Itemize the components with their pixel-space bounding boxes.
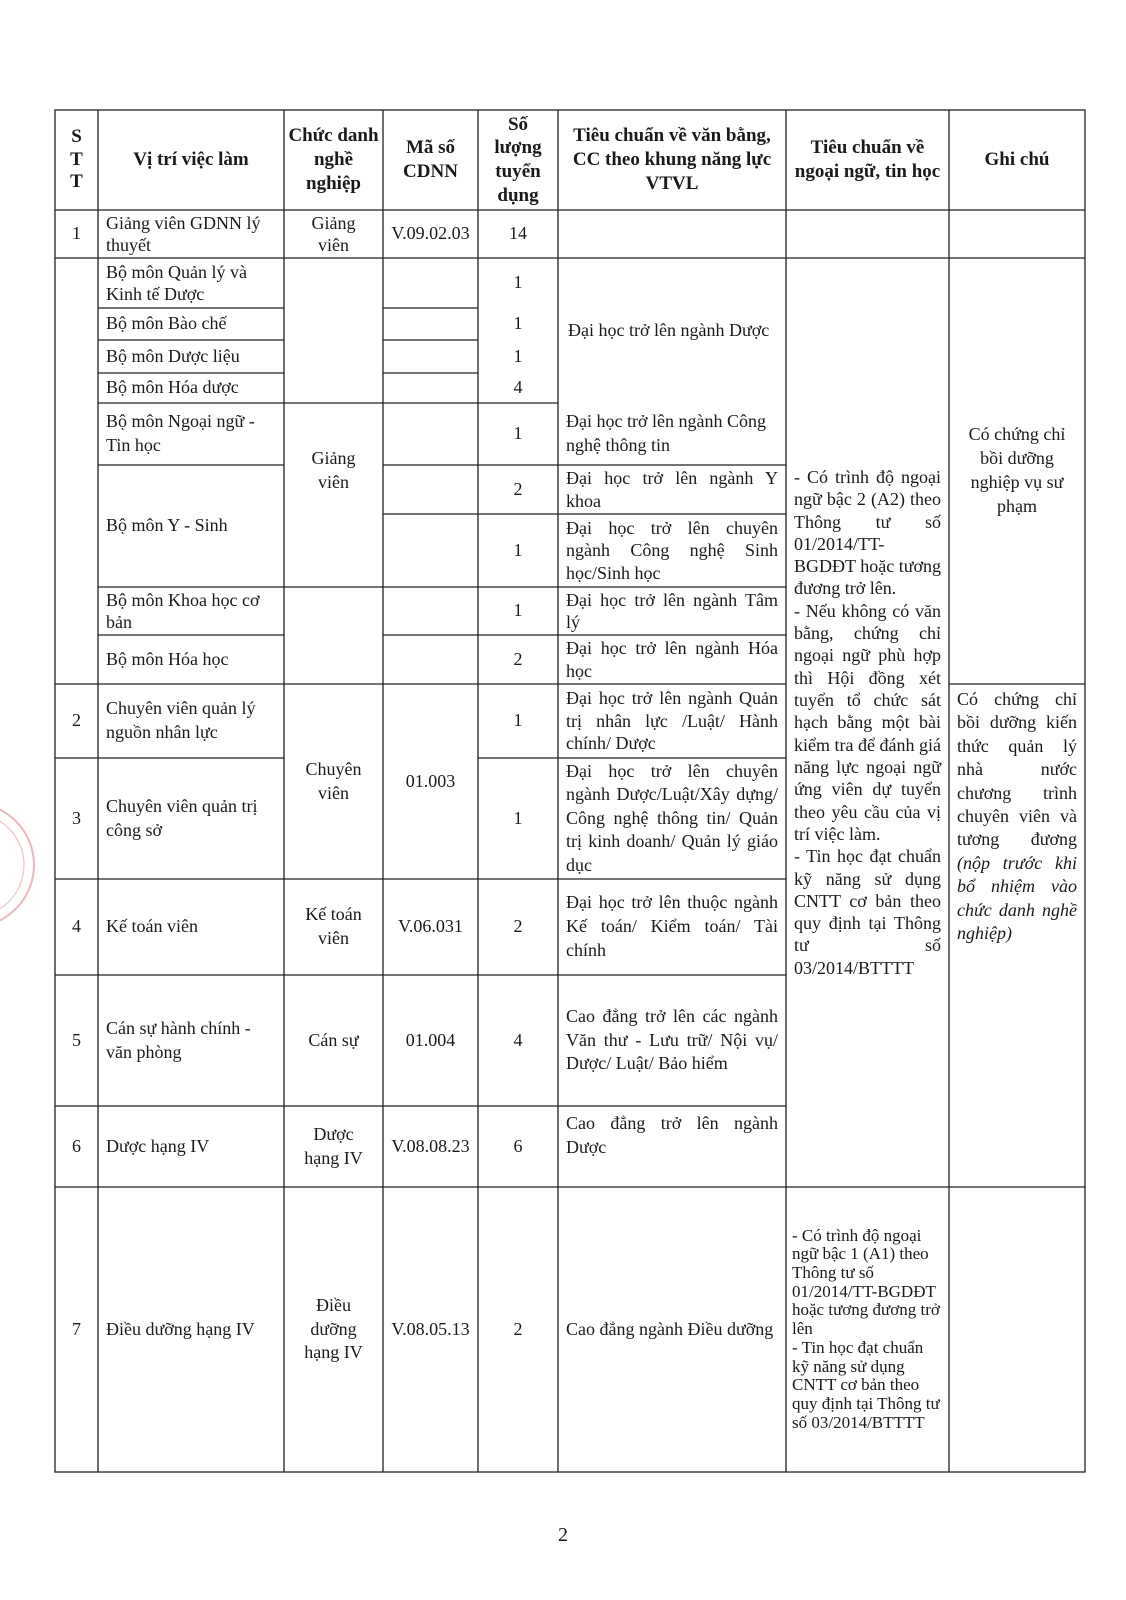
- row4-title: Kế toán viên: [305, 904, 362, 948]
- row5-degree: Cao đẳng trở lên các ngành Văn thư - Lưu trữ/ Nội vụ/ Dược/ Luật/ Bảo hiểm: [566, 1005, 778, 1074]
- row1-code: V.09.02.03: [391, 223, 470, 244]
- sub-quantity-4: 1: [513, 423, 523, 444]
- row7-code: V.08.05.13: [391, 1318, 470, 1339]
- row7-stt: 7: [72, 1318, 81, 1339]
- header-language-standard: Tiêu chuẩn về ngoại ngữ, tin học: [794, 137, 941, 182]
- row7-title: Điều dưỡng hạng IV: [304, 1294, 363, 1363]
- note-specialist: [949, 684, 1085, 1187]
- sub-position-9: Bộ môn Hóa học: [106, 648, 229, 669]
- note-specialist-italic: (nộp trước khi bổ nhiệm vào chức danh nghề nghiệp): [957, 852, 1077, 943]
- specialist-code: 01.003: [405, 770, 456, 791]
- header-note: Ghi chú: [984, 149, 1050, 171]
- sub-degree-6: Đại học trở lên ngành Y khoa: [566, 468, 778, 511]
- row4-stt: 4: [72, 916, 81, 937]
- header-code: Mã số CDNN: [403, 137, 458, 182]
- specialist-title: Chuyên viên: [305, 758, 362, 803]
- sub-quantity-3: 4: [513, 377, 523, 398]
- row7-language-standard: - Có trình độ ngoại ngữ bậc 1 (A1) theo Thông tư số 01/2014/TT-BGDĐT hoặc tương đương trở lên - Tin học đạt chuẩn kỹ năng sử dụng CNTT cơ bản theo quy định tại Thông tư số 03/2014/BTTTT: [792, 1225, 940, 1432]
- row6-quantity: 6: [513, 1135, 523, 1156]
- row4-quantity: 2: [513, 916, 523, 937]
- sub-position-3: Bộ môn Hóa dược: [106, 377, 239, 398]
- row2-stt: 2: [72, 710, 81, 731]
- header-position: Vị trí việc làm: [133, 149, 249, 171]
- sub-position-4: Bộ môn Ngoại ngữ - Tin học: [106, 411, 255, 455]
- sub-position-2: Bộ môn Dược liệu: [106, 345, 240, 366]
- language-standard-main: - Có trình độ ngoại ngữ bậc 2 (A2) theo Thông tư số 01/2014/TT-BGDĐT hoặc tương đương trở lên. - Nếu không có văn bằng, chứng chỉ ngoại ngữ phù hợp thì Hội đồng xét tuyển tổ chức sát hạch bằng một bài kiểm tra để đánh giá năng lực ngoại ngữ ứng viên dự tuyển theo yêu cầu của vị trí việc làm. - Tin học đạt chuẩn kỹ năng sử dụng CNTT cơ bản theo quy định tại Thông tư số 03/2014/BTTTT: [794, 466, 941, 978]
- sub-position-1: Bộ môn Bào chế: [106, 313, 227, 334]
- row2-position: Chuyên viên quản lý nguồn nhân lực: [106, 698, 256, 742]
- sub-position-8: Bộ môn Khoa học cơ bản: [106, 589, 260, 632]
- sub-degree-8: Đại học trở lên ngành Tâm lý: [566, 589, 778, 632]
- row4-position: Kế toán viên: [106, 916, 198, 937]
- sub-quantity-6: 2: [513, 478, 523, 499]
- pharmacy-degree: Đại học trở lên ngành Dược: [568, 319, 770, 340]
- stamp-seal: [0, 790, 42, 940]
- row5-position: Cán sự hành chính - văn phòng: [106, 1017, 251, 1062]
- row4-degree: Đại học trở lên thuộc ngành Kế toán/ Kiểm toán/ Tài chính: [566, 892, 778, 960]
- sub-quantity-9: 2: [513, 648, 523, 669]
- sub-quantity-1: 1: [513, 313, 523, 334]
- header-degree-standard: Tiêu chuẩn về văn bằng, CC theo khung năng lực VTVL: [572, 125, 772, 194]
- row5-code: 01.004: [405, 1029, 456, 1050]
- row3-stt: 3: [72, 807, 81, 828]
- row4-code: V.06.031: [398, 916, 463, 937]
- lecturer-title: Giảng viên: [311, 448, 356, 492]
- row6-stt: 6: [72, 1135, 81, 1156]
- row1-position: Giảng viên GDNN lý thuyết: [106, 212, 261, 255]
- sub-quantity-2: 1: [513, 345, 523, 366]
- sub-degree-7: Đại học trở lên chuyên ngành Công nghệ Sinh học/Sinh học: [566, 517, 778, 583]
- sub-degree-9: Đại học trở lên ngành Hóa học: [566, 638, 778, 681]
- row7-quantity: 2: [513, 1318, 523, 1339]
- row7-position: Điều dưỡng hạng IV: [106, 1318, 255, 1339]
- row6-degree: Cao đẳng trở lên ngành Dược: [566, 1113, 778, 1157]
- row2-degree: Đại học trở lên ngành Quản trị nhân lực /Luật/ Hành chính/ Dược: [566, 688, 778, 754]
- note-specialist-text: Có chứng chỉ bồi dưỡng kiến thức quản lý nhà nước chương trình chuyên viên và tương đương: [957, 689, 1077, 850]
- row5-title: Cán sự: [308, 1029, 359, 1050]
- row1-title: Giảng viên: [311, 212, 356, 255]
- sub-quantity-7: 1: [513, 539, 523, 560]
- header-title: Chức danh nghề nghiệp: [288, 125, 379, 194]
- sub-quantity-8: 1: [513, 600, 523, 621]
- page-number: 2: [558, 1524, 568, 1546]
- sub-quantity-0: 1: [513, 272, 523, 293]
- row1-quantity: 14: [509, 223, 527, 244]
- row6-position: Dược hạng IV: [106, 1135, 210, 1156]
- row6-code: V.08.08.23: [391, 1135, 470, 1156]
- note-lecturer: Có chứng chỉ bồi dưỡng nghiệp vụ sư phạm: [968, 424, 1066, 516]
- row3-degree: Đại học trở lên chuyên ngành Dược/Luật/Xây dựng/ Công nghệ thông tin/ Quản trị kinh doanh/ Quản lý giáo dục: [566, 761, 778, 875]
- row6-title: Dược hạng IV: [304, 1123, 363, 1168]
- row5-quantity: 4: [513, 1029, 523, 1050]
- row5-stt: 5: [72, 1029, 81, 1050]
- row3-position: Chuyên viên quản trị công sở: [106, 795, 258, 840]
- sub-position-5: Bộ môn Y - Sinh: [106, 515, 228, 536]
- row1-stt: 1: [72, 223, 81, 244]
- sub-position-0: Bộ môn Quản lý và Kinh tế Dược: [106, 261, 247, 304]
- header-quantity: Số lượng tuyển dụng: [494, 113, 542, 206]
- header-stt: S T T: [70, 125, 83, 193]
- row3-quantity: 1: [513, 807, 523, 828]
- sub-degree-4: Đại học trở lên ngành Công nghệ thông tin: [566, 411, 766, 455]
- row2-quantity: 1: [513, 710, 523, 731]
- row7-degree: Cao đẳng ngành Điều dưỡng: [566, 1318, 774, 1339]
